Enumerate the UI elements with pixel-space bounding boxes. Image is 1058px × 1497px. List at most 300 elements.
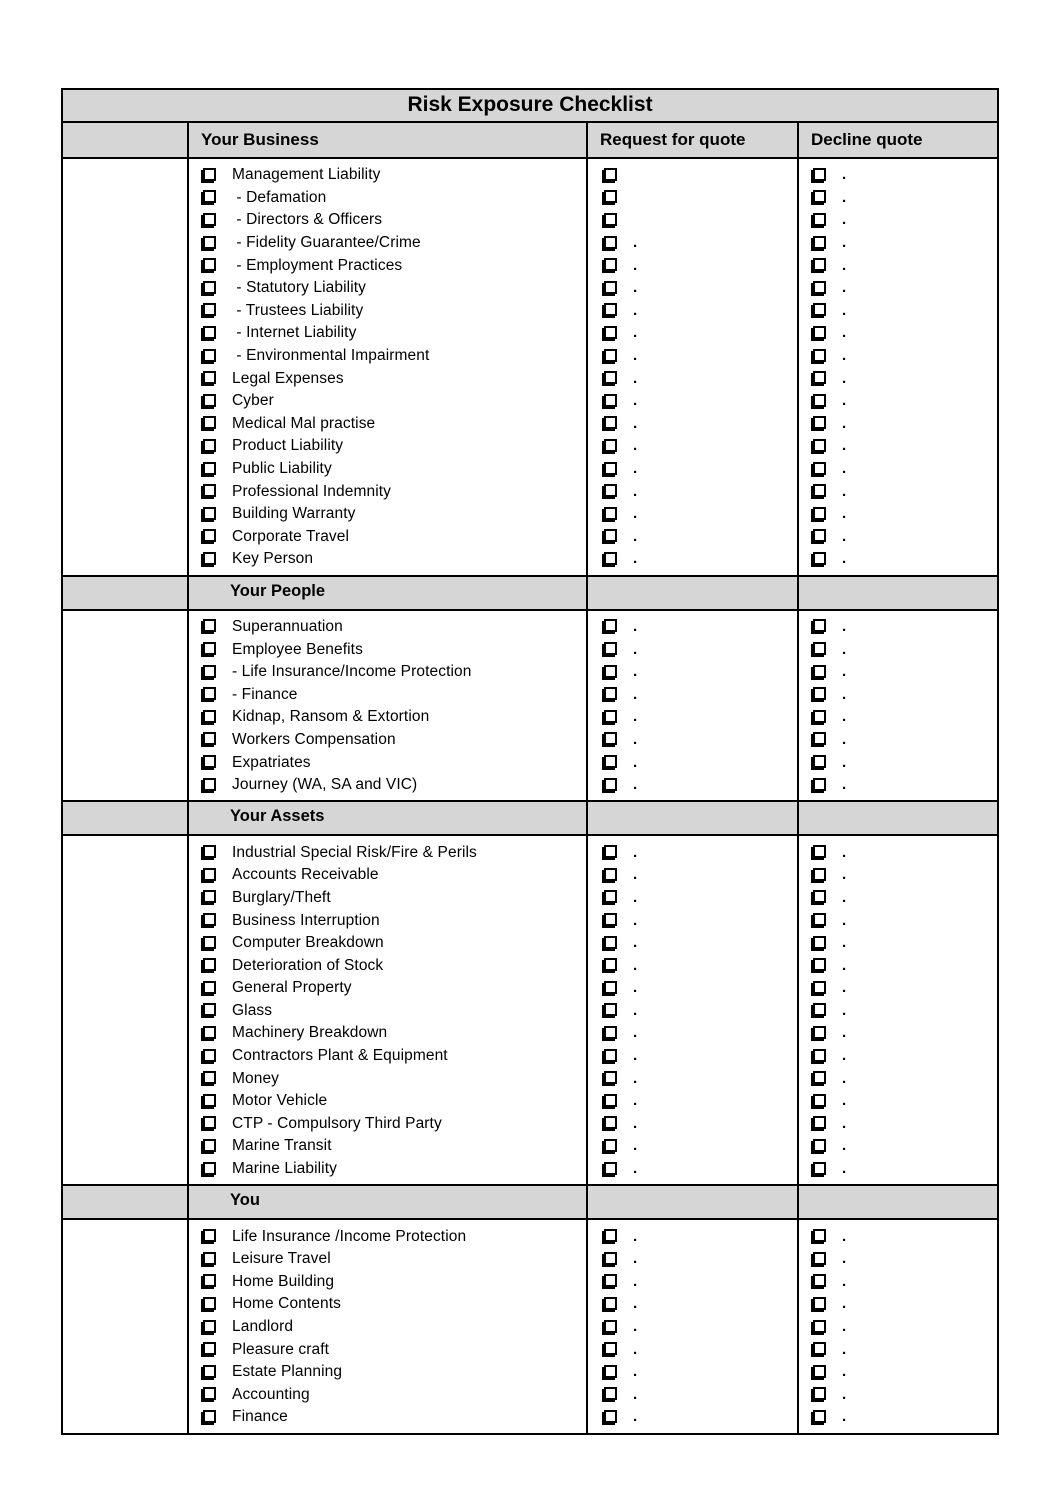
business-item-checkbox[interactable]	[203, 1026, 216, 1039]
decline-quote-line	[799, 909, 997, 932]
request-quote-checkbox[interactable]	[604, 1297, 617, 1310]
dot-mark: .	[633, 1340, 638, 1358]
decline-quote-checkbox[interactable]	[813, 507, 826, 520]
request-quote-line	[588, 661, 797, 684]
business-item-checkbox[interactable]	[203, 190, 216, 203]
decline-quote-checkbox[interactable]	[813, 1342, 826, 1355]
business-item-checkbox[interactable]	[203, 258, 216, 271]
decline-quote-checkbox[interactable]	[813, 1071, 826, 1084]
dot-mark: .	[842, 1250, 847, 1268]
decline-quote-line	[799, 1135, 997, 1158]
request-quote-checkbox[interactable]	[604, 213, 617, 226]
request-quote-checkbox[interactable]	[604, 642, 617, 655]
business-item-checkbox[interactable]	[203, 1071, 216, 1084]
decline-quote-checkbox[interactable]	[813, 1003, 826, 1016]
dot-mark: .	[633, 347, 638, 365]
decline-quote-line	[799, 209, 997, 232]
dot-mark: .	[842, 1069, 847, 1087]
business-item-checkbox[interactable]	[203, 416, 216, 429]
business-item-checkbox[interactable]	[203, 936, 216, 949]
dot-mark: .	[842, 640, 847, 658]
item-label: Finance	[232, 1408, 288, 1426]
request-quote-cell	[587, 158, 798, 576]
section-spacer-cell	[587, 576, 798, 610]
item-label: Legal Expenses	[232, 369, 344, 387]
request-quote-checkbox[interactable]	[604, 1094, 617, 1107]
business-item-checkbox[interactable]	[203, 687, 216, 700]
business-item-checkbox[interactable]	[203, 868, 216, 881]
request-quote-checkbox[interactable]	[604, 326, 617, 339]
business-item-checkbox[interactable]	[203, 236, 216, 249]
business-item-checkbox[interactable]	[203, 845, 216, 858]
request-quote-checkbox[interactable]	[604, 665, 617, 678]
request-quote-checkbox[interactable]	[604, 394, 617, 407]
request-quote-line	[588, 480, 797, 503]
decline-quote-line	[799, 435, 997, 458]
item-label: Machinery Breakdown	[232, 1024, 388, 1042]
dot-mark: .	[842, 301, 847, 319]
request-quote-checkbox[interactable]	[604, 1071, 617, 1084]
decline-quote-checkbox[interactable]	[813, 845, 826, 858]
dot-mark: .	[633, 843, 638, 861]
decline-quote-line	[799, 300, 997, 323]
business-item-checkbox[interactable]	[203, 1229, 216, 1242]
decline-quote-cell	[798, 610, 998, 802]
decline-quote-line	[799, 751, 997, 774]
request-quote-line	[588, 1135, 797, 1158]
request-quote-checkbox[interactable]	[604, 732, 617, 745]
decline-quote-line	[799, 345, 997, 368]
checklist-item-line	[189, 1000, 586, 1023]
item-label: Corporate Travel	[232, 527, 350, 545]
checklist-item-line	[189, 887, 586, 910]
request-quote-checkbox[interactable]	[604, 1320, 617, 1333]
request-quote-checkbox[interactable]	[604, 845, 617, 858]
request-quote-line	[588, 164, 797, 187]
item-label: Product Liability	[232, 437, 344, 455]
request-quote-line	[588, 1022, 797, 1045]
business-item-checkbox[interactable]	[203, 1297, 216, 1310]
request-quote-checkbox[interactable]	[604, 439, 617, 452]
request-quote-cell	[587, 610, 798, 802]
decline-quote-line	[799, 1271, 997, 1294]
decline-quote-checkbox[interactable]	[813, 1274, 826, 1287]
decline-quote-checkbox[interactable]	[813, 1365, 826, 1378]
decline-quote-checkbox[interactable]	[813, 778, 826, 791]
request-quote-checkbox[interactable]	[604, 778, 617, 791]
business-item-checkbox[interactable]	[203, 371, 216, 384]
request-quote-checkbox[interactable]	[604, 281, 617, 294]
item-label: Leisure Travel	[232, 1250, 331, 1268]
item-label: - Finance	[232, 685, 298, 703]
dot-mark: .	[842, 1385, 847, 1403]
decline-quote-checkbox[interactable]	[813, 913, 826, 926]
request-quote-checkbox[interactable]	[604, 890, 617, 903]
request-quote-checkbox[interactable]	[604, 462, 617, 475]
business-item-checkbox[interactable]	[203, 168, 216, 181]
item-label: Life Insurance /Income Protection	[232, 1227, 467, 1245]
decline-quote-checkbox[interactable]	[813, 1410, 826, 1423]
business-item-checkbox[interactable]	[203, 1049, 216, 1062]
decline-quote-checkbox[interactable]	[813, 665, 826, 678]
dot-mark: .	[633, 1160, 638, 1178]
decline-quote-line	[799, 232, 997, 255]
decline-quote-checkbox[interactable]	[813, 168, 826, 181]
request-quote-checkbox[interactable]	[604, 258, 617, 271]
dot-mark: .	[842, 1295, 847, 1313]
decline-quote-line	[799, 661, 997, 684]
dot-mark: .	[633, 550, 638, 568]
section-content-row	[62, 158, 998, 576]
request-quote-checkbox[interactable]	[604, 349, 617, 362]
request-quote-line	[588, 977, 797, 1000]
decline-quote-checkbox[interactable]	[813, 1094, 826, 1107]
decline-quote-checkbox[interactable]	[813, 936, 826, 949]
request-quote-line	[588, 435, 797, 458]
business-item-checkbox[interactable]	[203, 462, 216, 475]
business-item-checkbox[interactable]	[203, 439, 216, 452]
decline-quote-checkbox[interactable]	[813, 619, 826, 632]
item-label: Glass	[232, 1001, 273, 1019]
business-item-checkbox[interactable]	[203, 552, 216, 565]
request-quote-line	[588, 254, 797, 277]
decline-quote-checkbox[interactable]	[813, 281, 826, 294]
decline-quote-checkbox[interactable]	[813, 868, 826, 881]
request-quote-checkbox[interactable]	[604, 687, 617, 700]
decline-quote-checkbox[interactable]	[813, 439, 826, 452]
request-quote-line	[588, 1271, 797, 1294]
request-quote-line	[588, 187, 797, 210]
decline-quote-checkbox[interactable]	[813, 552, 826, 565]
decline-quote-checkbox[interactable]	[813, 416, 826, 429]
checklist-item-line	[189, 1045, 586, 1068]
business-item-checkbox[interactable]	[203, 1274, 216, 1287]
business-item-checkbox[interactable]	[203, 213, 216, 226]
request-quote-checkbox[interactable]	[604, 190, 617, 203]
item-label: Money	[232, 1069, 280, 1087]
decline-quote-checkbox[interactable]	[813, 1297, 826, 1310]
request-quote-line	[588, 458, 797, 481]
request-quote-line	[588, 1000, 797, 1023]
request-quote-checkbox[interactable]	[604, 981, 617, 994]
business-item-checkbox[interactable]	[203, 890, 216, 903]
dot-mark: .	[842, 979, 847, 997]
decline-quote-checkbox[interactable]	[813, 213, 826, 226]
dot-mark: .	[842, 708, 847, 726]
business-item-checkbox[interactable]	[203, 913, 216, 926]
request-quote-checkbox[interactable]	[604, 868, 617, 881]
business-item-checkbox[interactable]	[203, 529, 216, 542]
checklist-item-line	[189, 706, 586, 729]
dot-mark: .	[633, 437, 638, 455]
decline-quote-line	[799, 1248, 997, 1271]
dot-mark: .	[842, 1024, 847, 1042]
business-item-checkbox[interactable]	[203, 1162, 216, 1175]
item-label: Building Warranty	[232, 505, 356, 523]
item-label: Business Interruption	[232, 911, 380, 929]
dot-mark: .	[633, 911, 638, 929]
item-label: Burglary/Theft	[232, 888, 331, 906]
checklist-item-line	[189, 367, 586, 390]
business-item-checkbox[interactable]	[203, 755, 216, 768]
checklist-item-line	[189, 1022, 586, 1045]
decline-quote-line	[799, 1113, 997, 1136]
request-quote-line	[588, 209, 797, 232]
item-label: Cyber	[232, 392, 274, 410]
business-item-checkbox[interactable]	[203, 303, 216, 316]
business-item-checkbox[interactable]	[203, 326, 216, 339]
decline-quote-line	[799, 480, 997, 503]
decline-quote-line	[799, 187, 997, 210]
business-items-cell	[188, 835, 587, 1185]
business-item-checkbox[interactable]	[203, 1365, 216, 1378]
business-item-checkbox[interactable]	[203, 349, 216, 362]
decline-quote-checkbox[interactable]	[813, 394, 826, 407]
business-item-checkbox[interactable]	[203, 958, 216, 971]
section-header-label: You	[188, 1185, 587, 1219]
decline-quote-checkbox[interactable]	[813, 890, 826, 903]
checklist-item-line	[189, 277, 586, 300]
section-header-label: Your People	[188, 576, 587, 610]
item-label: - Statutory Liability	[232, 279, 367, 297]
request-quote-checkbox[interactable]	[604, 1049, 617, 1062]
dot-mark: .	[633, 776, 638, 794]
business-item-checkbox[interactable]	[203, 1252, 216, 1265]
dot-mark: .	[842, 505, 847, 523]
page-title: Risk Exposure Checklist	[62, 89, 998, 122]
request-quote-checkbox[interactable]	[604, 529, 617, 542]
dot-mark: .	[842, 1160, 847, 1178]
header-decline-quote: Decline quote	[798, 122, 998, 158]
business-item-checkbox[interactable]	[203, 710, 216, 723]
decline-quote-checkbox[interactable]	[813, 1116, 826, 1129]
decline-quote-checkbox[interactable]	[813, 326, 826, 339]
business-item-checkbox[interactable]	[203, 484, 216, 497]
dot-mark: .	[842, 1001, 847, 1019]
decline-quote-checkbox[interactable]	[813, 190, 826, 203]
request-quote-checkbox[interactable]	[604, 303, 617, 316]
checklist-item-line	[189, 345, 586, 368]
empty-margin-cell	[62, 835, 188, 1185]
item-label: Home Building	[232, 1272, 335, 1290]
decline-quote-checkbox[interactable]	[813, 1252, 826, 1265]
decline-quote-line	[799, 254, 997, 277]
request-quote-line	[588, 1090, 797, 1113]
decline-quote-checkbox[interactable]	[813, 687, 826, 700]
request-quote-checkbox[interactable]	[604, 507, 617, 520]
risk-checklist-table	[61, 88, 999, 1435]
header-your-business: Your Business	[188, 122, 587, 158]
decline-quote-line	[799, 1022, 997, 1045]
dot-mark: .	[842, 324, 847, 342]
dot-mark: .	[842, 1408, 847, 1426]
request-quote-checkbox[interactable]	[604, 619, 617, 632]
request-quote-line	[588, 1113, 797, 1136]
decline-quote-checkbox[interactable]	[813, 529, 826, 542]
dot-mark: .	[842, 730, 847, 748]
dot-mark: .	[633, 324, 638, 342]
request-quote-checkbox[interactable]	[604, 1026, 617, 1039]
decline-quote-checkbox[interactable]	[813, 462, 826, 475]
decline-quote-checkbox[interactable]	[813, 1387, 826, 1400]
decline-quote-checkbox[interactable]	[813, 1229, 826, 1242]
request-quote-checkbox[interactable]	[604, 1342, 617, 1355]
request-quote-line	[588, 1293, 797, 1316]
dot-mark: .	[633, 1047, 638, 1065]
request-quote-line	[588, 322, 797, 345]
request-quote-checkbox[interactable]	[604, 1387, 617, 1400]
checklist-item-line	[189, 1113, 586, 1136]
decline-quote-checkbox[interactable]	[813, 958, 826, 971]
dot-mark: .	[633, 392, 638, 410]
decline-quote-line	[799, 1225, 997, 1248]
request-quote-checkbox[interactable]	[604, 958, 617, 971]
decline-quote-checkbox[interactable]	[813, 371, 826, 384]
request-quote-checkbox[interactable]	[604, 1139, 617, 1152]
request-quote-checkbox[interactable]	[604, 1116, 617, 1129]
request-quote-checkbox[interactable]	[604, 1003, 617, 1016]
checklist-item-line	[189, 1158, 586, 1181]
request-quote-checkbox[interactable]	[604, 1229, 617, 1242]
business-item-checkbox[interactable]	[203, 394, 216, 407]
request-quote-line	[588, 729, 797, 752]
decline-quote-line	[799, 367, 997, 390]
section-spacer-cell	[62, 1185, 188, 1219]
checklist-item-line	[189, 909, 586, 932]
request-quote-line	[588, 345, 797, 368]
request-quote-checkbox[interactable]	[604, 1274, 617, 1287]
decline-quote-checkbox[interactable]	[813, 981, 826, 994]
checklist-item-line	[189, 1248, 586, 1271]
dot-mark: .	[633, 1069, 638, 1087]
dot-mark: .	[842, 617, 847, 635]
decline-quote-checkbox[interactable]	[813, 303, 826, 316]
request-quote-line	[588, 638, 797, 661]
business-item-checkbox[interactable]	[203, 778, 216, 791]
business-item-checkbox[interactable]	[203, 1387, 216, 1400]
dot-mark: .	[633, 482, 638, 500]
decline-quote-checkbox[interactable]	[813, 1026, 826, 1039]
decline-quote-checkbox[interactable]	[813, 1162, 826, 1175]
business-items-cell	[188, 1219, 587, 1433]
decline-quote-line	[799, 774, 997, 797]
request-quote-checkbox[interactable]	[604, 416, 617, 429]
business-item-checkbox[interactable]	[203, 619, 216, 632]
decline-quote-checkbox[interactable]	[813, 236, 826, 249]
checklist-item-line	[189, 526, 586, 549]
checklist-item-line	[189, 1271, 586, 1294]
request-quote-checkbox[interactable]	[604, 1252, 617, 1265]
business-item-checkbox[interactable]	[203, 1410, 216, 1423]
dot-mark: .	[633, 866, 638, 884]
request-quote-checkbox[interactable]	[604, 755, 617, 768]
decline-quote-line	[799, 954, 997, 977]
decline-quote-line	[799, 864, 997, 887]
dot-mark: .	[842, 888, 847, 906]
dot-mark: .	[842, 1137, 847, 1155]
item-label: Professional Indemnity	[232, 482, 392, 500]
business-item-checkbox[interactable]	[203, 1094, 216, 1107]
request-quote-line	[588, 932, 797, 955]
decline-quote-checkbox[interactable]	[813, 642, 826, 655]
section-spacer-cell	[798, 1185, 998, 1219]
request-quote-checkbox[interactable]	[604, 236, 617, 249]
decline-quote-checkbox[interactable]	[813, 1139, 826, 1152]
decline-quote-line	[799, 1090, 997, 1113]
business-item-checkbox[interactable]	[203, 1139, 216, 1152]
request-quote-checkbox[interactable]	[604, 168, 617, 181]
decline-quote-line	[799, 548, 997, 571]
item-label: Expatriates	[232, 753, 311, 771]
dot-mark: .	[633, 685, 638, 703]
request-quote-checkbox[interactable]	[604, 371, 617, 384]
request-quote-checkbox[interactable]	[604, 936, 617, 949]
request-quote-checkbox[interactable]	[604, 1162, 617, 1175]
decline-quote-checkbox[interactable]	[813, 755, 826, 768]
decline-quote-checkbox[interactable]	[813, 732, 826, 745]
business-item-checkbox[interactable]	[203, 732, 216, 745]
business-item-checkbox[interactable]	[203, 281, 216, 294]
decline-quote-line	[799, 729, 997, 752]
request-quote-checkbox[interactable]	[604, 1365, 617, 1378]
item-label: Medical Mal practise	[232, 414, 376, 432]
business-item-checkbox[interactable]	[203, 1320, 216, 1333]
checklist-item-line	[189, 1225, 586, 1248]
decline-quote-line	[799, 503, 997, 526]
business-item-checkbox[interactable]	[203, 642, 216, 655]
request-quote-line	[588, 841, 797, 864]
request-quote-line	[588, 1067, 797, 1090]
dot-mark: .	[633, 979, 638, 997]
decline-quote-checkbox[interactable]	[813, 710, 826, 723]
dot-mark: .	[633, 663, 638, 681]
decline-quote-line	[799, 1406, 997, 1429]
business-item-checkbox[interactable]	[203, 1003, 216, 1016]
business-item-checkbox[interactable]	[203, 665, 216, 678]
dot-mark: .	[633, 369, 638, 387]
decline-quote-checkbox[interactable]	[813, 258, 826, 271]
dot-mark: .	[842, 1318, 847, 1336]
checklist-item-line	[189, 322, 586, 345]
request-quote-line	[588, 413, 797, 436]
request-quote-line	[588, 909, 797, 932]
decline-quote-checkbox[interactable]	[813, 484, 826, 497]
item-label: Journey (WA, SA and VIC)	[232, 776, 418, 794]
business-item-checkbox[interactable]	[203, 1342, 216, 1355]
decline-quote-checkbox[interactable]	[813, 1049, 826, 1062]
item-label: - Trustees Liability	[232, 301, 364, 319]
business-item-checkbox[interactable]	[203, 507, 216, 520]
item-label: Deterioration of Stock	[232, 956, 384, 974]
item-label: Public Liability	[232, 460, 332, 478]
checklist-item-line	[189, 1316, 586, 1339]
request-quote-checkbox[interactable]	[604, 484, 617, 497]
request-quote-checkbox[interactable]	[604, 1410, 617, 1423]
dot-mark: .	[633, 956, 638, 974]
dot-mark: .	[842, 1227, 847, 1245]
business-item-checkbox[interactable]	[203, 1116, 216, 1129]
section-spacer-cell	[798, 801, 998, 835]
request-quote-checkbox[interactable]	[604, 710, 617, 723]
business-item-checkbox[interactable]	[203, 981, 216, 994]
checklist-item-line	[189, 661, 586, 684]
decline-quote-checkbox[interactable]	[813, 349, 826, 362]
request-quote-checkbox[interactable]	[604, 552, 617, 565]
section-spacer-cell	[587, 1185, 798, 1219]
decline-quote-checkbox[interactable]	[813, 1320, 826, 1333]
request-quote-checkbox[interactable]	[604, 913, 617, 926]
request-quote-line	[588, 1045, 797, 1068]
